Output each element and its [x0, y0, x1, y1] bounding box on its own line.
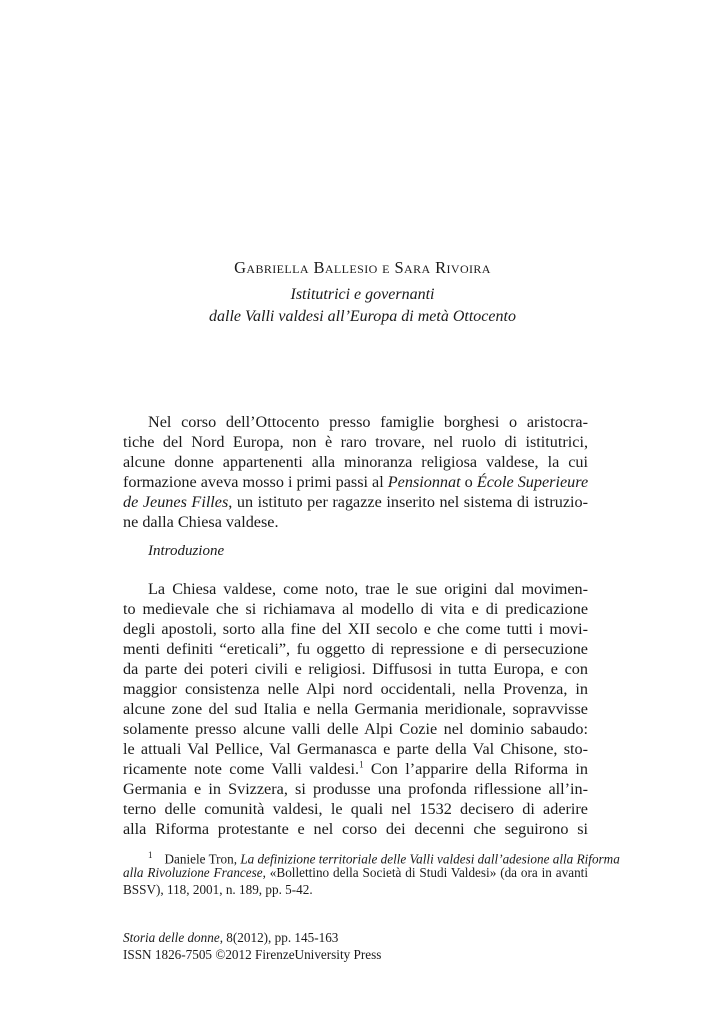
issn-line: ISSN 1826-7505 ©2012 FirenzeUniversity Press: [123, 947, 382, 962]
abstract-line: tiche del Nord Europa, non è raro trovare, nel ruolo di istitutrici,: [123, 433, 588, 451]
abstract-line: ne dalla Chiesa valdese.: [123, 513, 279, 531]
journal-citation: [123, 929, 338, 946]
body-line: da parte dei poteri civili e religiosi. Diffusosi in tutta Europa, e con: [123, 660, 588, 678]
body-line: degli apostoli, sorto alla fine del XII secolo e che come tutti i movi-: [123, 620, 588, 638]
abstract-line: alcune donne appartenenti alla minoranza religiosa valdese, la cui: [123, 453, 588, 471]
abstract-italic-ecole: École Superieure: [476, 473, 589, 491]
body-line: alcune zone del sud Italia e nella Germania meridionale, sopravvisse: [123, 700, 588, 718]
body-line: menti definiti “ereticali”, fu oggetto di repressione e di persecuzione: [123, 640, 588, 658]
title-line-1: Istitutrici e governanti: [290, 286, 435, 303]
body-line: maggior consistenza nelle Alpi nord occidentali, nella Provenza, in: [123, 680, 588, 698]
abstract-text: , un istituto per ragazze inserito nel sistema di istruzio-: [228, 493, 588, 511]
abstract-italic-pensionnat: Pensionnat: [387, 473, 461, 491]
journal-issue: , 8(2012), pp. 145-163: [219, 930, 339, 945]
footnote-mark: 1: [148, 850, 153, 860]
section-heading: Introduzione: [148, 543, 225, 559]
footnote-text: , «Bollettino della Società di Studi Valdesi» (da ora in avanti: [262, 865, 589, 880]
article-title: [0, 284, 725, 328]
title-line-2: dalle Valli valdesi all’Europa di metà Ottocento: [209, 308, 516, 325]
body-text: ricamente note come Valli valdesi.: [123, 760, 360, 778]
footnote-italic-title: alla Rivoluzione Francese: [123, 865, 263, 880]
footnote-text: Daniele Tron,: [164, 851, 241, 867]
footnote-italic-title: La definizione territoriale delle Valli valdesi dall’adesione alla Riforma: [240, 851, 620, 867]
body-line: le attuali Val Pellice, Val Germanasca e parte della Val Chisone, sto-: [123, 740, 588, 758]
body-line: solamente presso alcune valli delle Alpi Cozie nel dominio sabaudo:: [123, 720, 588, 738]
abstract-text: o: [460, 473, 477, 491]
body-line: to medievale che si richiamava al modello di vita e di predicazione: [123, 600, 588, 618]
body-line: [123, 759, 588, 779]
body-line: alla Riforma protestante e nel corso dei decenni che seguirono si: [123, 820, 588, 838]
body-line: Germania e in Svizzera, si produsse una profonda riflessione all’in-: [123, 780, 588, 798]
journal-name: Storia delle donne: [123, 930, 220, 945]
footnote-reference: 1: [359, 759, 364, 770]
article-authors: Gabriella Ballesio e Sara Rivoira: [234, 258, 491, 277]
footnote-line: BSSV), 118, 2001, n. 189, pp. 5-42.: [123, 882, 313, 897]
abstract-line: [123, 472, 588, 492]
abstract-text: formazione aveva mosso i primi passi al: [123, 473, 388, 491]
body-text: Con l’apparire della Riforma in: [363, 760, 588, 778]
body-line: terno delle comunità valdesi, le quali nel 1532 decisero di aderire: [123, 800, 588, 818]
footnote-line: [123, 864, 588, 881]
abstract-line: Nel corso dell’Ottocento presso famiglie borghesi o aristocra-: [148, 413, 588, 431]
abstract-line: [123, 492, 588, 512]
abstract-italic-jeunes-filles: de Jeunes Filles: [123, 493, 229, 511]
body-line: La Chiesa valdese, come noto, trae le sue origini dal movimen-: [148, 580, 588, 598]
